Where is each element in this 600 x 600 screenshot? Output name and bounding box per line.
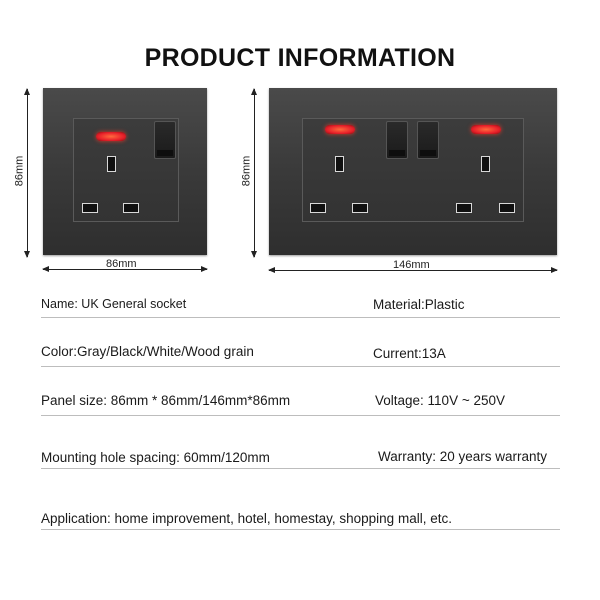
left-rocker-switch [386,121,408,159]
right-earth-pin-slot [481,156,490,172]
info-warranty: Warranty: 20 years warranty [378,449,548,464]
info-application: Application: home improvement, hotel, homestay, shopping mall, etc. [41,511,452,526]
left-earth-pin-slot [335,156,344,172]
info-divider [41,468,560,469]
info-divider [41,415,560,416]
single-height-label: 86mm [13,155,26,187]
single-neutral-pin-slot [123,203,139,213]
info-divider [41,366,560,367]
info-color: Color:Gray/Black/White/Wood grain [41,344,254,359]
double-height-arrow [254,89,255,257]
double-socket-panel [269,88,557,255]
single-neon-indicator [96,132,126,141]
single-earth-pin-slot [107,156,116,172]
right-neutral-pin-slot [499,203,515,213]
left-live-pin-slot [310,203,326,213]
info-divider [41,317,560,318]
left-neutral-pin-slot [352,203,368,213]
info-mounting: Mounting hole spacing: 60mm/120mm [41,450,270,465]
single-live-pin-slot [82,203,98,213]
info-voltage: Voltage: 110V ~ 250V [375,393,505,408]
info-name: Name: UK General socket [41,297,187,311]
single-height-arrow [27,89,28,257]
info-panel-size: Panel size: 86mm * 86mm/146mm*86mm [41,393,291,408]
double-width-label: 146mm [393,259,430,271]
double-height-label: 86mm [240,155,253,187]
info-current: Current:13A [373,346,446,361]
right-live-pin-slot [456,203,472,213]
info-material: Material:Plastic [373,297,465,312]
single-socket-plate [73,118,179,222]
page-title: PRODUCT INFORMATION [144,44,456,72]
right-rocker-switch [417,121,439,159]
left-neon-indicator [325,125,355,134]
info-divider [41,529,560,530]
single-socket-panel [43,88,207,255]
double-socket-plate [302,118,524,222]
single-width-label: 86mm [106,258,137,270]
single-rocker-switch [154,121,176,159]
right-neon-indicator [471,125,501,134]
